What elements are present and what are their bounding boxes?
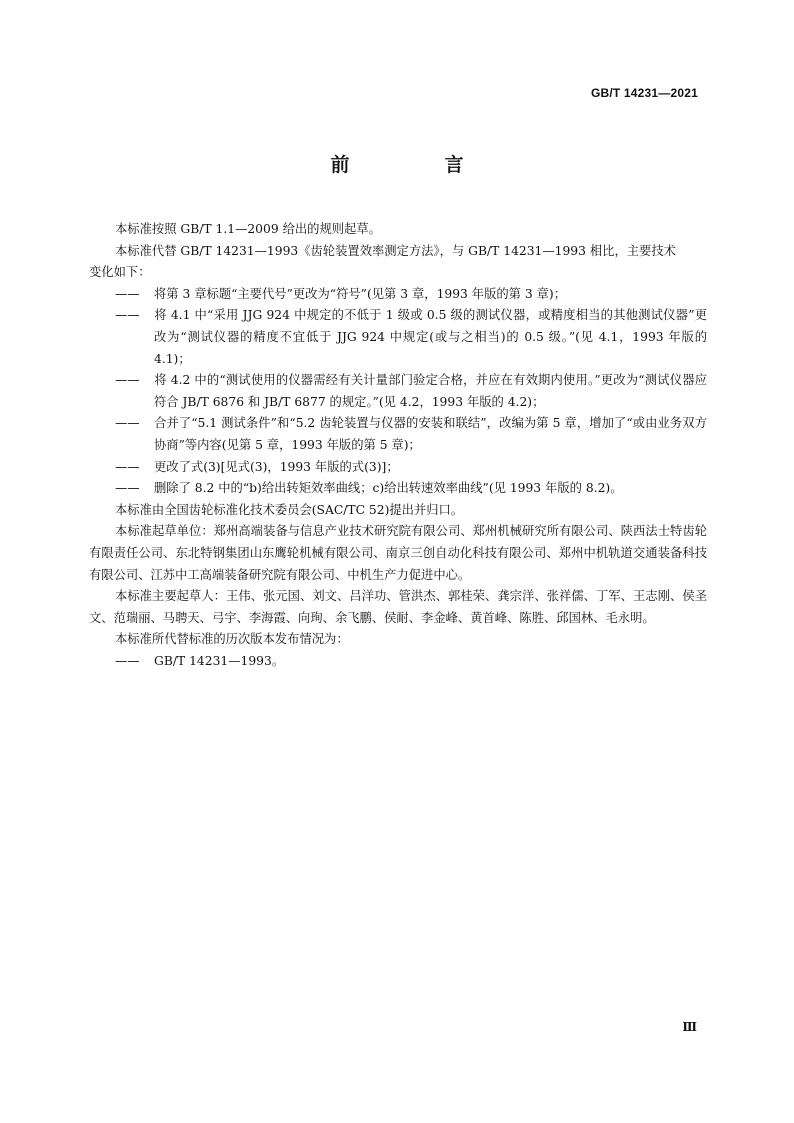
list-item-text: 将第 3 章标题“主要代号”更改为“符号”(见第 3 章，1993 年版的第 3 章)；: [154, 286, 566, 301]
drafters-paragraph: 本标准主要起草人：王伟、张元国、刘文、吕洋功、管洪杰、郭桂荣、龚宗洋、张祥儒、丁军、王志刚、侯圣文、范瑞丽、马聘天、弓宇、李海霞、向珣、余飞鹏、侯耐、李金峰、黄首峰、陈胜、邱国林、毛永明。: [89, 589, 707, 625]
drafting-units-paragraph: 本标准起草单位：郑州高端装备与信息产业技术研究院有限公司、郑州机械研究所有限公司、陕西法士特齿轮有限责任公司、东北特钢集团山东鹰轮机械有限公司、南京三创自动化科技有限公司、郑州中机轨道交通装备科技有限公司、江苏中工高端装备研究院有限公司、中机生产力促进中心。: [89, 524, 707, 582]
dash-marker: ——: [115, 653, 140, 668]
dash-marker: ——: [115, 459, 140, 474]
list-item: [115, 284, 707, 306]
list-item: [115, 370, 707, 413]
foreword-body: [89, 219, 707, 672]
list-item-text: 将 4.2 中的“测试使用的仪器需经有关计量部门验定合格，并应在有效期内使用。”更改为“测试仪器应符合 JB/T 6876 和 JB/T 6877 的规定。”(见 4.2，1993 年版的 4.2)；: [154, 373, 707, 409]
list-item-text: 删除了 8.2 中的“b)给出转矩效率曲线；c)给出转速效率曲线”(见 1993 年版的 8.2)。: [154, 481, 623, 496]
history-item: [115, 651, 707, 673]
standard-code: GB/T 14231—2021: [590, 86, 698, 100]
list-item: [115, 478, 707, 500]
replaces-paragraph-line1: 本标准代替 GB/T 14231—1993《齿轮装置效率测定方法》，与 GB/T 14231—1993 相比，主要技术: [115, 243, 676, 258]
changes-list: [89, 284, 707, 500]
list-item-text: 将 4.1 中“采用 JJG 924 中规定的不低于 1 级或 0.5 级的测试仪器，或精度相当的其他测试仪器”更改为“测试仪器的精度不宜低于 JJG 924 中规定(或与之相当)的 0.5 级。”(见 4.1，1993 年版的 4.1)；: [154, 308, 707, 366]
dash-marker: ——: [115, 286, 140, 301]
history-item-text: GB/T 14231—1993。: [154, 653, 285, 668]
list-item: [115, 305, 707, 370]
proposer-paragraph: 本标准由全国齿轮标准化技术委员会(SAC/TC 52)提出并归口。: [115, 502, 464, 517]
list-item-text: 合并了“5.1 测试条件”和“5.2 齿轮装置与仪器的安装和联结”，改编为第 5 章，增加了“或由业务双方协商”等内容(见第 5 章，1993 年版的第 5 章)；: [154, 416, 707, 452]
page-number: Ⅲ: [682, 1020, 697, 1034]
list-item: [115, 457, 707, 479]
dash-marker: ——: [115, 481, 140, 496]
dash-marker: ——: [115, 308, 140, 323]
replaces-paragraph-line2: 变化如下：: [89, 265, 151, 280]
drafting-rule-paragraph: 本标准按照 GB/T 1.1—2009 给出的规则起草。: [115, 222, 381, 236]
dash-marker: ——: [115, 373, 140, 388]
page-title: 前 言: [330, 154, 502, 176]
history-intro-paragraph: 本标准所代替标准的历次版本发布情况为：: [115, 632, 349, 647]
dash-marker: ——: [115, 416, 140, 431]
list-item-text: 更改了式(3)[见式(3)，1993 年版的式(3)]；: [154, 459, 399, 474]
list-item: [115, 413, 707, 456]
